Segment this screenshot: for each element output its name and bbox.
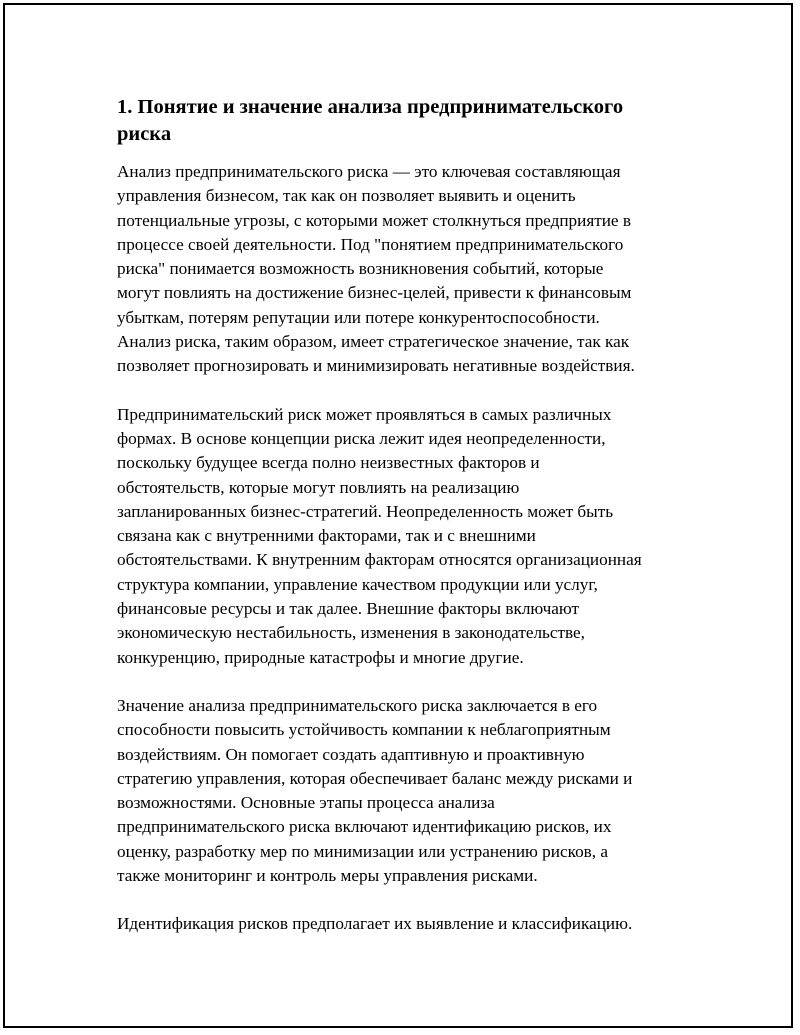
paragraph-significance: Значение анализа предпринимательского риска заключается в его способности повысить устойчивость компании к неблагоприятным воздействиям. Он помогает создать адаптивную и проактивную стратегию управления, которая обеспечивает баланс между рисками и возможностями. Основные этапы процесса анализа предпринимательского риска включают идентификацию рисков, их оценку, разработку мер по минимизации или устранению рисков, а также мониторинг и контроль меры управления рисками. [117, 695, 633, 886]
section-heading: 1. Понятие и значение анализа предпринимательского риска [117, 96, 624, 145]
paragraph-definition: Анализ предпринимательского риска — это ключевая составляющая управления бизнесом, так как он позволяет выявить и оценить потенциальные угрозы, с которыми может столкнуться предприятие в процессе своей деятельности. Под "понятием предпринимательского риска" понимается возможность возникновения событий, которые могут повлиять на достижение бизнес-целей, привести к финансовым убыткам, потерям репутации или потере конкурентоспособности. Анализ риска, таким образом, имеет стратегическое значение, так как позволяет прогнозировать и минимизировать негативные воздействия. [117, 162, 635, 376]
document-body [117, 94, 697, 961]
paragraph-identification: Идентификация рисков предполагает их выявление и классификацию. [117, 914, 633, 934]
paragraph-risk-forms: Предпринимательский риск может проявляться в самых различных формах. В основе концепции риска лежит идея неопределенности, поскольку будущее всегда полно неизвестных факторов и обстоятельств, которые могут повлиять на реализацию запланированных бизнес-стратегий. Неопределенность может быть связана как с внутренними факторами, так и с внешними обстоятельствами. К внутренним факторам относятся организационная структура компании, управление качеством продукции или услуг, финансовые ресурсы и так далее. Внешние факторы включают экономическую нестабильность, изменения в законодательстве, конкуренцию, природные катастрофы и многие другие. [117, 404, 642, 667]
